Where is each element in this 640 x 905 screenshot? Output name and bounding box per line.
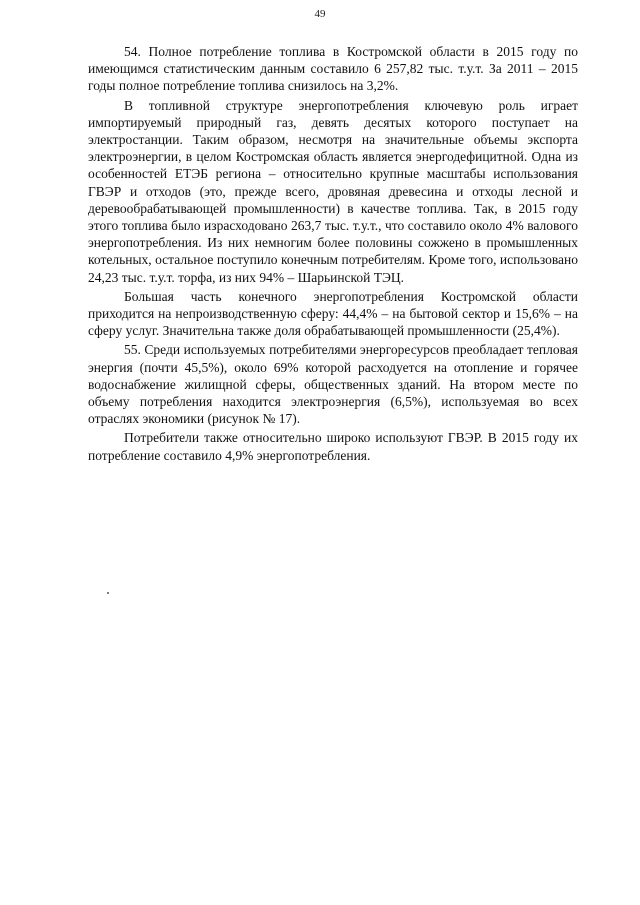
- paragraph-gver-usage: Потребители также относительно широко используют ГВЭР. В 2015 году их потребление составило 4,9% энергопотребления.: [88, 430, 578, 463]
- page-number: 49: [314, 8, 326, 20]
- document-body: [88, 43, 578, 466]
- paragraph-final-consumption: Большая часть конечного энергопотребления Костромской области приходится на непроизводственную сферу: 44,4% – на бытовой сектор и 15,6% – на сферу услуг. Значительна также доля обрабатывающей промышленности (25,4%).: [88, 288, 578, 339]
- paragraph-fuel-consumption: 54. Полное потребление топлива в Костромской области в 2015 году по имеющимся статистическим данным составило 6 257,82 тыс. т.у.т. За 2011 – 2015 годы полное потребление топлива снизилось на 3,2%.: [88, 44, 578, 94]
- stray-dot-mark: [107, 592, 109, 594]
- paragraph-fuel-structure: В топливной структуре энергопотребления ключевую роль играет импортируемый природный газ, девять десятых которого поступает на электростанции. Таким образом, несмотря на значительные объемы экспорта электроэнергии, в целом Костромская область является энергодефицитной. Одна из особенностей ЕТЭБ региона – относительно крупные масштабы использования ГВЭР и отходов (это, прежде всего, дровяная древесина и отходы лесной и деревообрабатывающей промышленности) в качестве топлива. Так, в 2015 году этого топлива было израсходовано 263,7 тыс. т.у.т., что составило около 4% валового энергопотребления. Из них немногим более половины сожжено в промышленных котельных, остальное поступило конечным потребителям. Кроме того, использовано 24,23 тыс. т.у.т. торфа, из них 94% – Шарьинской ТЭЦ.: [88, 97, 578, 285]
- paragraph-energy-resources: 55. Среди используемых потребителями энергоресурсов преобладает тепловая энергия (почти 45,5%), около 69% которой расходуется на отопление и горячее водоснабжение жилищной сферы, общественных зданий. На втором месте по объему потребления находится электроэнергия (6,5%), используемая во всех отраслях экономики (рисунок № 17).: [88, 342, 578, 427]
